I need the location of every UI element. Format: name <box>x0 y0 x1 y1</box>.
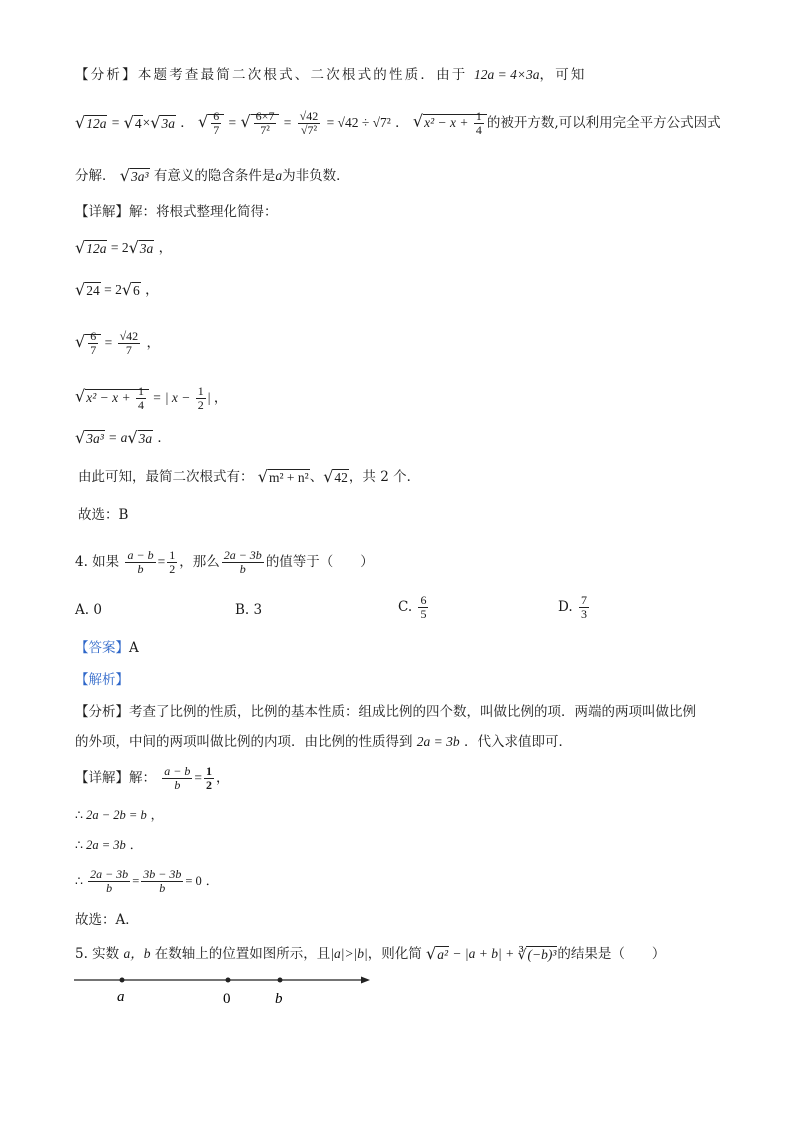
question-4-stem: 4. 如果 $\frac{a - b}{b}$ = $\frac{1}{2}$ ，那么 $\frac{2a - 3b}{b}$ 的值等于（ ） <box>75 548 374 576</box>
expr-sqrt-x2: √x² − x + $\frac{1}{4}$ <box>413 110 487 137</box>
point-a-marker <box>120 978 125 983</box>
detail-answer-1: 故选：B <box>78 507 129 523</box>
analysis-paragraph-line-3: 分解． √3a³ 有意义的隐含条件是a为非负数． <box>75 166 350 185</box>
q4-analysis-line-1: 【分析】考查了比例的性质，比例的基本性质：组成比例的四个数，叫做比例的项．两端的两项叫做比例 <box>75 704 696 720</box>
q4-final: 故选：A． <box>75 912 139 928</box>
q4-step-1: ∴ 2a − 2b = b ， <box>75 807 164 822</box>
q4-given-fraction: $\frac{a - b}{b}$ <box>127 548 154 576</box>
analysis-paragraph-line-1: 【分析】本题考查最简二次根式、二次根式的性质．由于 12a = 4×3a，可知 <box>75 67 587 83</box>
analysis-tag: 【分析】 <box>75 67 138 83</box>
q4-detail-line: 【详解】解： $\frac{a - b}{b}$ = $\frac{1}{2}$ ， <box>75 764 230 792</box>
point-zero-marker <box>226 978 231 983</box>
detail-step-4: √x² − x + $\frac{1}{4}$ = | x − $\frac{1}{2}$ | ， <box>75 384 228 412</box>
option-a[interactable]: A. 0 <box>75 602 102 618</box>
question-5-stem: 5. 实数 a，b 在数轴上的位置如图所示，且|a|>|b|，则化简 √a² − |a + b| + ∛(−b)³的结果是（ ） <box>75 944 666 963</box>
axis-label-b: b <box>275 991 283 1007</box>
expr-2a-3b: 2a = 3b <box>416 734 460 749</box>
expr-sqrt-m2n2: √m² + n² <box>257 467 309 486</box>
analysis-paragraph-line-2: √12a = √4×√3a ． √ $\frac{6}{7}$ = √ $\frac{6\times 7}{\text{7²}}$ = $\frac{√42}{\text{√7²}}$ = √42 ÷ √7² ． √x² − x + $\frac{1}{4}$ 的被开方数,可以利用完全平方公式因式 <box>75 109 721 137</box>
answer-tag: 【答案】 <box>75 640 129 656</box>
q4-step-2: ∴ 2a = 3b ． <box>75 837 143 852</box>
detail-step-3: √ $\frac{6}{7}$ = $\frac{√42}{7}$ ， <box>75 329 160 357</box>
expr-sqrt-6-7: √ $\frac{6}{7}$ <box>198 110 224 137</box>
analysis-tag-line <box>75 670 722 690</box>
expr-sqrt12a: √12a <box>75 113 107 132</box>
axis-label-zero: 0 <box>223 991 231 1007</box>
detail-label-1: 【详解】解：将根式整理化简得： <box>75 204 278 220</box>
point-b-marker <box>278 978 283 983</box>
expr-sqrt-3a3: √3a³ <box>119 166 149 185</box>
option-d[interactable]: D. $\frac{7}{3}$ <box>558 593 587 621</box>
option-b[interactable]: B. 3 <box>235 602 263 618</box>
expr-sqrt42: √42 <box>323 467 348 486</box>
jiexi-tag: 【解析】 <box>75 672 129 688</box>
axis-label-a: a <box>117 989 125 1005</box>
q4-target-fraction: $\frac{2a - 3b}{b}$ <box>223 548 262 576</box>
detail-step-5: √3a³ = a√3a ． <box>75 428 171 447</box>
q4-step-3: ∴ $\frac{2a - 3b}{b}$ = $\frac{3b - 3b}{b}$ = 0 ． <box>75 867 219 895</box>
expr-12a: 12a = 4×3a <box>474 67 540 82</box>
option-c[interactable]: C. $\frac{6}{5}$ <box>398 593 427 621</box>
answer-line: 【答案】A <box>75 640 139 656</box>
axis-arrow-icon <box>361 977 370 984</box>
detail-step-2: √24 = 2√6 ， <box>75 280 159 299</box>
q4-analysis-line-2: 的外项，中间的两项叫做比例的内项．由比例的性质得到 2a = 3b ．代入求值即可． <box>75 734 572 750</box>
detail-step-1: √12a = 2√3a ， <box>75 238 173 257</box>
number-line-figure <box>70 970 380 1015</box>
detail-conclusion: 由此可知，最简二次根式有： √m² + n²、√42，共 2 个． <box>78 467 421 486</box>
